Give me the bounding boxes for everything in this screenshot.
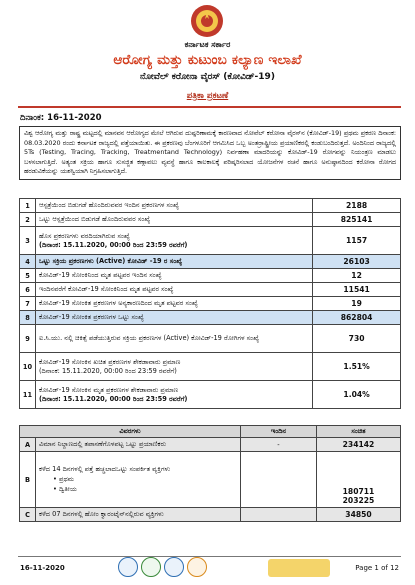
- column-header-cumulative: ಸಂಚಿತ: [317, 426, 401, 438]
- row-description-text: ಕೋವಿಡ್-19 ಸೋಂಕಿನ ಖಚಿತ ಪ್ರಕರಣಗಳ ಶೇಕಡಾವಾರು ಪ್ರಮಾಣ: [38, 357, 181, 366]
- row-number: 6: [20, 283, 36, 297]
- row-description: ಕೋವಿಡ್-19 ಸೋಂಕಿನಿಂದ ಮೃತ ಪಟ್ಟವರ ಇಂದಿನ ಸಂಖ್ಯೆ: [35, 269, 312, 283]
- row-description: ಕೋವಿಡ್-19 ಸೋಂಕಿತ ಪ್ರಕರಣಗಳ ಅನ್ಯಕಾರಣದಿಂದ ಮೃತ ಪಟ್ಟವರ ಸಂಖ್ಯೆ: [35, 297, 312, 311]
- row-description: [36, 452, 241, 508]
- subject-title: ನೋವೆಲ್ ಕರೋನಾ ವೈರಸ್ (ಕೋವಿಡ್-19): [140, 72, 275, 82]
- row-number: 2: [20, 213, 36, 227]
- awareness-badge-icon: [268, 559, 330, 577]
- row-value: 730: [313, 325, 401, 353]
- page-number: Page 1 of 12: [355, 564, 399, 572]
- row-value: 11541: [313, 283, 401, 297]
- primary-contacts-value: 180711: [342, 487, 375, 496]
- press-release-heading: ಪತ್ರಿಕಾ ಪ್ರಕಟಣೆ: [186, 91, 229, 101]
- row-letter: A: [20, 438, 36, 452]
- table-row: [20, 269, 401, 283]
- table-row: [20, 227, 401, 255]
- row-value: 19: [313, 297, 401, 311]
- distance-icon: [164, 557, 184, 577]
- row-number: 7: [20, 297, 36, 311]
- table-row: [20, 213, 401, 227]
- government-label: ಕರ್ನಾಟಕ ಸರ್ಕಾರ: [184, 40, 231, 49]
- row-description: ಇಂದಿನವರೆಗೆ ಕೋವಿಡ್-19 ಸೋಂಕಿನಿಂದ ಮೃತ ಪಟ್ಟವರ ಸಂಖ್ಯೆ: [35, 283, 312, 297]
- row-description: ಕಳೆದ 07 ದಿನಗಳಲ್ಲಿ ಹೋಂ ಕ್ವಾರಂಟೈನ್‌ನಲ್ಲಿರುವ ವ್ಯಕ್ತಿಗಳು: [36, 508, 241, 522]
- row-description: ಆಸ್ಪತ್ರೆಯಿಂದ ಬಿಡುಗಡೆ ಹೊಂದಿರುವವರ ಇಂದಿನ ಪ್ರಕರಣಗಳ ಸಂಖ್ಯೆ: [35, 199, 312, 213]
- row-value: 862804: [313, 311, 401, 325]
- row-number: 8: [20, 311, 36, 325]
- row-description-text: ಕೋವಿಡ್-19 ಸೋಂಕಿನ ಮೃತ ಪ್ರಕರಣಗಳ ಶೇಕಡಾವಾರು ಪ್ರಮಾಣ: [38, 385, 179, 394]
- table-row: [20, 297, 401, 311]
- footer-awareness-icons: [118, 557, 207, 577]
- row-value: 825141: [313, 213, 401, 227]
- row-description: ಕೋವಿಡ್-19 ಸೋಂಕಿತ ಪ್ರಕರಣಗಳ ಒಟ್ಟು ಸಂಖ್ಯೆ: [35, 311, 312, 325]
- header-divider: [18, 106, 401, 108]
- table-header-row: [20, 426, 401, 438]
- row-description-date: (ದಿನಾಂಕ: 15.11.2020, 00:00 ರಿಂದ 23:59 ರವರೆಗೆ): [38, 366, 177, 375]
- row-letter: B: [20, 452, 36, 508]
- secondary-contacts-label: • ದ್ವಿತೀಯ: [53, 485, 77, 493]
- row-today: -: [241, 438, 317, 452]
- row-letter: C: [20, 508, 36, 522]
- release-date: ದಿನಾಂಕ: 16-11-2020: [20, 113, 102, 123]
- footer-divider: [18, 556, 401, 557]
- row-number: 5: [20, 269, 36, 283]
- row-description-text: ಕಳೆದ 14 ದಿನಗಳಲ್ಲಿ ಪತ್ತೆ ಹಚ್ಚಲಾದಒಟ್ಟು ಸಂಪರ್ಕಿತ ವ್ಯಕ್ತಿಗಳು: [39, 465, 171, 473]
- row-number: 11: [20, 381, 36, 409]
- row-cumulative: 34850: [317, 508, 401, 522]
- intro-paragraph: ವಿಶ್ವ ಆರೋಗ್ಯ ಮತ್ತು ರಾಷ್ಟ್ರ ಮಟ್ಟದಲ್ಲಿ ಮಾನವನ ಆರೋಗ್ಯದ ಮೇಲೆ ಆಗಿರುವ ದುಷ್ಪರಿಣಾಮಕ್ಕೆ ಕಾರಣವಾದ ನೋವೆಲ್ ಕರೋನಾ ವೈರಸ್‌ನ (ಕೋವಿಡ್-19) ಪ್ರಥಮ ಪ್ರಕರಣ ದಿನಾಂಕ: 08.03.2020 ರಂದು ಕರ್ನಾಟಕ ರಾಜ್ಯದಲ್ಲಿ ಪತ್ತೆಯಾಯಿತು. ಈ ಪ್ರಕರಣವು ಬೆಂಗಳೂರಿಗೆ ಆಗಮಿಸಿದ ಒಬ್ಬ ಅಂತರ್ರಾಷ್ಟ್ರೀಯ ಪ್ರಯಾಣಿಕರಲ್ಲಿ ಕಂಡುಬಂದಿರುತ್ತದೆ. ಅಂದಿನಿಂದ ರಾಜ್ಯದಲ್ಲಿ 5Ts (Testing, Tracing, Tracking, Treatmentand Technology) ನಿರ್ವಹಣಾ ಮಾದರಿಯನ್ನು ಕೋವಿಡ್-19 ರೋಗವನ್ನು ನಿಯಂತ್ರಣ ಮಾಡಲು ಬಳಸಲಾಗುತ್ತಿದೆ. ಅತ್ಯಂತ ಸಕ್ರಿಯ ಹಾಗೂ ಸುಸಜ್ಜಿತ ಕಣ್ಗಾವಲು ವ್ಯವಸ್ಥೆ ಹಾಗೂ ಕಾಲಕಾಲಕ್ಕೆ ಪರಿಷ್ಕರಿಸಲಾದ ಯೋಜನೆಗಳ ರಚನೆ ಹಾಗೂ ಅನುಷ್ಠಾನದಿಂದ ಕರೋನಾ ರೋಗದ ಹರಡುವಿಕೆಯನ್ನು ಯಶಸ್ವಿಯಾಗಿ ನಿಗ್ರಹಿಸಲಾಗುತ್ತಿದೆ.: [19, 126, 401, 180]
- secondary-contacts-value: 203225: [342, 496, 375, 505]
- row-description: ಐ.ಸಿ.ಯು. ನಲ್ಲಿ ಚಿಕಿತ್ಸೆ ಪಡೆಯುತ್ತಿರುವ ಸಕ್ರಿಯ ಪ್ರಕರಣಗಳ (Active) ಕೋವಿಡ್-19 ರೋಗಿಗಳ ಸಂಖ್ಯೆ: [35, 325, 312, 353]
- row-number: 1: [20, 199, 36, 213]
- karnataka-emblem-icon: [190, 4, 224, 38]
- table-row-highlighted: [20, 311, 401, 325]
- table-row: [20, 199, 401, 213]
- row-cumulative: 234142: [317, 438, 401, 452]
- table-row: [20, 353, 401, 381]
- row-description: ಒಟ್ಟು ಆಸ್ಪತ್ರೆಯಿಂದ ಬಿಡುಗಡೆ ಹೊಂದಿರುವವರ ಸಂಖ್ಯೆ: [35, 213, 312, 227]
- table-row-highlighted: [20, 255, 401, 269]
- row-description-text: ಹೊಸ ಪ್ರಕರಣಗಳು ವರದಿಯಾಗಿರುವ ಸಂಖ್ಯೆ: [38, 231, 130, 240]
- row-description: ವಿಮಾನ ನಿಲ್ದಾಣದಲ್ಲಿ ತಪಾಸಣೆಗೊಳಪಟ್ಟ ಒಟ್ಟು ಪ್ರಯಾಣಿಕರು: [36, 438, 241, 452]
- surveillance-table: [19, 425, 401, 522]
- row-number: 4: [20, 255, 36, 269]
- footer-date: 16-11-2020: [20, 564, 65, 572]
- row-value: 2188: [313, 199, 401, 213]
- sanitizer-icon: [187, 557, 207, 577]
- row-number: 9: [20, 325, 36, 353]
- hand-wash-icon: [141, 557, 161, 577]
- row-description-date: (ದಿನಾಂಕ: 15.11.2020, 00:00 ರಿಂದ 23:59 ರವರೆಗೆ): [38, 394, 188, 403]
- column-header-details: ವಿವರಗಳು: [20, 426, 241, 438]
- department-title: ಆರೋಗ್ಯ ಮತ್ತು ಕುಟುಂಬ ಕಲ್ಯಾಣ ಇಲಾಖೆ: [113, 52, 302, 68]
- row-today: [241, 452, 317, 508]
- primary-contacts-label: • ಪ್ರಥಮ: [53, 475, 75, 483]
- table-row: [20, 438, 401, 452]
- row-cumulative: [317, 452, 401, 508]
- table-row: [20, 508, 401, 522]
- row-description: [35, 227, 312, 255]
- table-row: [20, 283, 401, 297]
- row-number: 3: [20, 227, 36, 255]
- row-value: 12: [313, 269, 401, 283]
- row-number: 10: [20, 353, 36, 381]
- column-header-today: ಇಂದಿನ: [241, 426, 317, 438]
- stats-table: [19, 198, 401, 409]
- row-description: [35, 381, 312, 409]
- row-today: [241, 508, 317, 522]
- table-row: [20, 381, 401, 409]
- row-value: 1.04%: [313, 381, 401, 409]
- row-value: 1157: [313, 227, 401, 255]
- mask-icon: [118, 557, 138, 577]
- row-description-date: (ದಿನಾಂಕ: 15.11.2020, 00:00 ರಿಂದ 23:59 ರವರೆಗೆ): [38, 240, 188, 249]
- table-row: [20, 325, 401, 353]
- row-value: 26103: [313, 255, 401, 269]
- row-value: 1.51%: [313, 353, 401, 381]
- row-description: ಒಟ್ಟು ಸಕ್ರಿಯ ಪ್ರಕರಣಗಳು (Active) ಕೋವಿಡ್ -19 ರ ಸಂಖ್ಯೆ: [35, 255, 312, 269]
- table-row: [20, 452, 401, 508]
- row-description: [35, 353, 312, 381]
